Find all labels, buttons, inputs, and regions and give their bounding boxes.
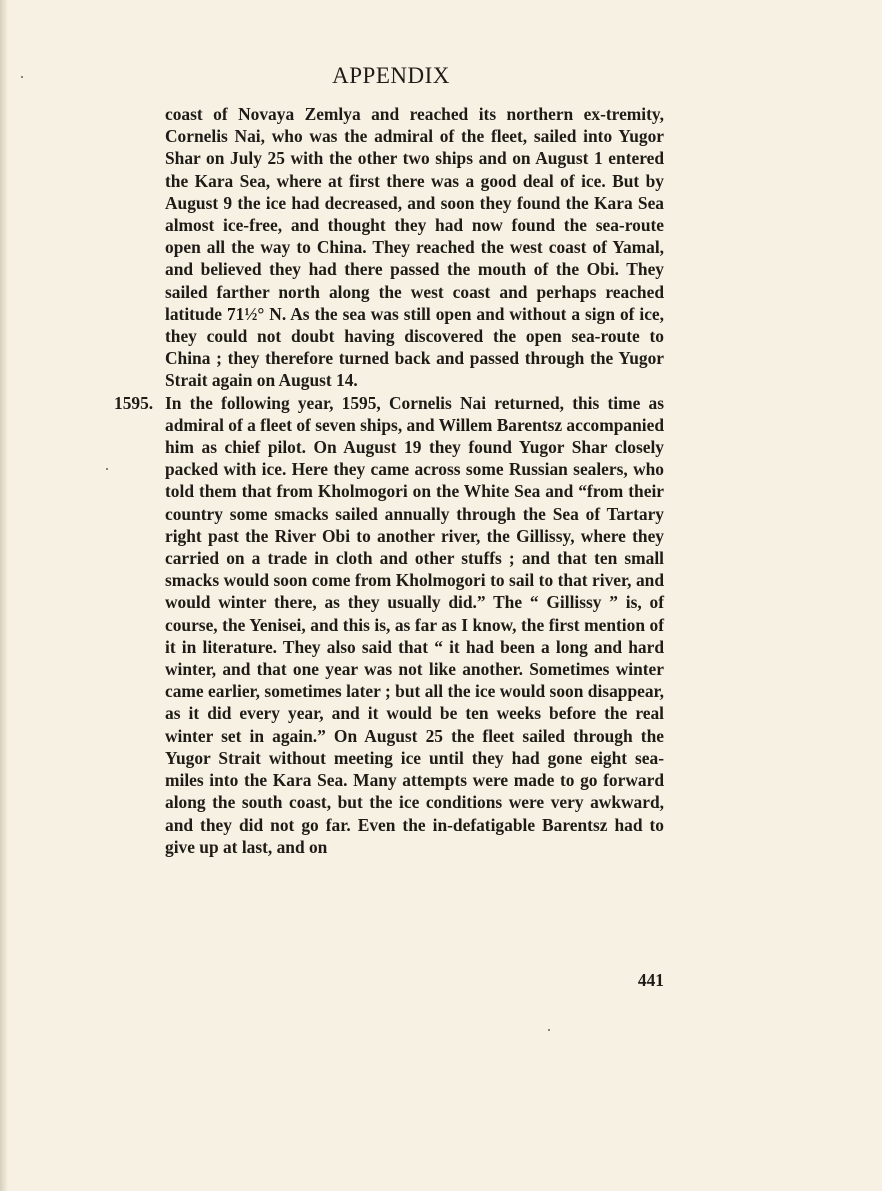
margin-year-marker: 1595. [114,392,154,413]
body-text [114,103,665,858]
paragraph-1: coast of Novaya Zemlya and reached its northern ex-tremity, Cornelis Nai, who was the admiral of the fleet, sailed into Yugor Shar on July 25 with the other two ships and on August 1 entered the Kara Sea, where at first there was a good deal of ice. But by August 9 the ice had decreased, and soon they found the Kara Sea almost ice-free, and thought they had now found the sea-route open all the way to China. They reached the west coast of Yamal, and believed they had there passed the mouth of the Obi. They sailed farther north along the west coast and perhaps reached latitude 71½° N. As the sea was still open and without a sign of ice, they could not doubt having discovered the open sea-route to China ; they therefore turned back and passed through the Yugor Strait again on August 14. [165,104,664,391]
paper-speck [106,468,108,470]
paper-speck [548,1029,550,1031]
paragraph-2 [114,392,665,858]
paragraph-2-text: In the following year, 1595, Cornelis Nai returned, this time as admiral of a fleet of seven ships, and Willem Barentsz accompanied him as chief pilot. On August 19 they found Yugor Shar closely packed with ice. Here they came across some Russian sealers, who told them that from Kholmogori on the White Sea and “from their country some smacks sailed annually through the Sea of Tartary right past the River Obi to another river, the Gillissy, where they carried on a trade in cloth and other stuffs ; and that ten small smacks would soon come from Kholmogori to sail to that river, and would winter there, as they usually did.” The “ Gillissy ” is, of course, the Yenisei, and this is, as far as I know, the first mention of it in literature. They also said that “ it had been a long and hard winter, and that one year was not like another. Sometimes winter came earlier, sometimes later ; but all the ice would soon disappear, as it did every year, and it would be ten weeks before the real winter set in again.” On August 25 the fleet sailed through the Yugor Strait without meeting ice until they had gone eight sea-miles into the Kara Sea. Many attempts were made to go forward along the south coast, but the ice conditions were very awkward, and they did not go far. Even the in-defatigable Barentsz had to give up at last, and on [165,392,665,857]
page-edge-shadow [0,0,8,1191]
page-number: 441 [637,970,664,990]
running-head: APPENDIX [332,63,450,88]
paper-speck [21,76,23,78]
